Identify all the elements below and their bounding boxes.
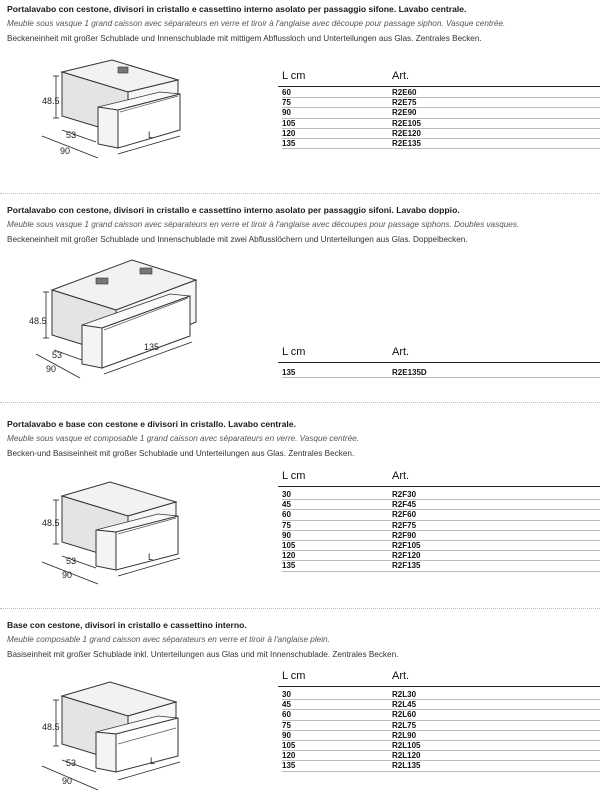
article-cell: R2F60 <box>392 510 417 520</box>
dimension-width: 135 <box>144 342 160 352</box>
dimension-height: 48.5 <box>42 518 60 528</box>
length-cell: 135 <box>282 368 296 377</box>
cabinet-drawing <box>0 466 270 591</box>
article-cell: R2F90 <box>392 530 417 540</box>
dimension-depth-inner: 53 <box>52 350 63 360</box>
length-cell: 135 <box>282 138 296 148</box>
table-rule <box>278 686 600 687</box>
article-cell: R2L75 <box>392 720 417 730</box>
article-cell: R2L120 <box>392 751 421 761</box>
table-row <box>282 98 600 108</box>
article-cell: R2E135D <box>392 368 427 377</box>
article-cell: R2F135 <box>392 561 421 571</box>
article-table <box>282 670 600 772</box>
column-header-article: Art. <box>392 470 410 482</box>
length-cell: 90 <box>282 108 291 118</box>
table-row <box>282 119 600 129</box>
cabinet-drawing <box>0 666 270 798</box>
table-header <box>282 470 600 486</box>
section-description-fr: Meuble composable 1 grand caisson avec séparateurs en verre et tiroir à l'anglaise plein. <box>7 635 330 644</box>
article-cell: R2F75 <box>392 520 417 530</box>
table-row <box>282 108 600 118</box>
product-section-3 <box>0 414 600 604</box>
table-header <box>282 70 600 86</box>
section-description-fr: Meuble sous vasque et composable 1 grand caisson avec séparateurs en verre. Vasque centrée. <box>7 434 359 443</box>
article-cell: R2L90 <box>392 730 417 740</box>
article-cell: R2L30 <box>392 690 417 699</box>
length-cell: 105 <box>282 540 296 550</box>
table-row <box>282 88 600 98</box>
table-row <box>282 139 600 149</box>
section-divider <box>0 193 600 194</box>
article-cell: R2L45 <box>392 700 417 710</box>
length-cell: 75 <box>282 98 291 108</box>
column-header-length: L cm <box>282 670 306 682</box>
table-row <box>282 761 600 771</box>
length-cell: 60 <box>282 88 291 97</box>
article-cell: R2L105 <box>392 740 421 750</box>
table-row <box>282 721 600 731</box>
table-row <box>282 700 600 710</box>
article-table <box>282 346 600 378</box>
article-cell: R2E60 <box>392 88 417 97</box>
section-title: Portalavabo con cestone, divisori in cristallo e cassettino interno asolato per passaggio sifone. Lavabo centrale. <box>7 4 467 14</box>
article-cell: R2E105 <box>392 118 421 128</box>
article-table <box>282 470 600 572</box>
length-cell: 30 <box>282 490 291 499</box>
dimension-depth-inner: 53 <box>66 556 77 566</box>
cabinet-illustration <box>0 466 270 591</box>
article-cell: R2F120 <box>392 551 421 561</box>
dimension-depth-outer: 90 <box>62 570 73 580</box>
dimension-width: L <box>148 130 154 140</box>
length-cell: 105 <box>282 118 296 128</box>
section-title: Portalavabo con cestone, divisori in cristallo e cassettino interno asolato per passaggio sifoni. Lavabo doppio. <box>7 205 460 215</box>
section-description-fr: Meuble sous vasque 1 grand caisson avec séparateurs en verre et tiroir à l'anglaise avec découpes pour passage siphons. Doubles vasques. <box>7 220 520 229</box>
dimension-depth-inner: 53 <box>66 758 77 768</box>
table-row <box>282 710 600 720</box>
length-cell: 75 <box>282 520 291 530</box>
article-cell: R2F30 <box>392 490 417 499</box>
table-row <box>282 551 600 561</box>
article-cell: R2L60 <box>392 710 417 720</box>
article-table <box>282 70 600 149</box>
column-header-length: L cm <box>282 346 306 358</box>
length-cell: 120 <box>282 551 296 561</box>
table-row <box>282 490 600 500</box>
cabinet-drawing <box>0 52 270 172</box>
section-title: Portalavabo e base con cestone e divisori in cristallo. Lavabo centrale. <box>7 419 296 429</box>
dimension-width: L <box>148 552 154 562</box>
section-description-de: Beckeneinheit mit großer Schublade und Innenschublade mit mittigem Abflussloch und Unterteilungen aus Glas. Zentrales Becken. <box>7 34 482 43</box>
table-header <box>282 670 600 686</box>
table-row <box>282 500 600 510</box>
table-row <box>282 510 600 520</box>
table-rule <box>278 86 600 87</box>
article-cell: R2E120 <box>392 128 421 138</box>
table-row <box>282 368 600 378</box>
table-row <box>282 129 600 139</box>
table-row <box>282 731 600 741</box>
dimension-height: 48.5 <box>42 96 60 106</box>
article-cell: R2E90 <box>392 108 417 118</box>
cabinet-illustration <box>0 52 270 172</box>
dimension-depth-outer: 90 <box>62 776 73 786</box>
article-cell: R2F105 <box>392 540 421 550</box>
dimension-depth-outer: 90 <box>46 364 57 374</box>
table-rule <box>278 362 600 363</box>
article-cell: R2F45 <box>392 500 417 510</box>
length-cell: 135 <box>282 561 296 571</box>
product-section-1 <box>0 0 600 190</box>
table-row <box>282 531 600 541</box>
length-cell: 60 <box>282 510 291 520</box>
cabinet-drawing <box>0 250 270 385</box>
section-title: Base con cestone, divisori in cristallo e cassettino interno. <box>7 620 247 630</box>
article-cell: R2E75 <box>392 98 417 108</box>
section-description-de: Becken-und Basiseinheit mit großer Schublade und Unterteilungen aus Glas. Zentrales Becken. <box>7 449 355 458</box>
length-cell: 30 <box>282 690 291 699</box>
table-row <box>282 741 600 751</box>
length-cell: 90 <box>282 730 291 740</box>
table-header <box>282 346 600 362</box>
length-cell: 90 <box>282 530 291 540</box>
product-section-2 <box>0 200 600 395</box>
dimension-depth-inner: 53 <box>66 130 77 140</box>
length-cell: 45 <box>282 700 291 710</box>
section-divider <box>0 402 600 403</box>
length-cell: 120 <box>282 128 296 138</box>
section-divider <box>0 608 600 609</box>
length-cell: 75 <box>282 720 291 730</box>
length-cell: 135 <box>282 761 296 771</box>
cabinet-illustration <box>0 250 270 385</box>
length-cell: 120 <box>282 751 296 761</box>
column-header-article: Art. <box>392 70 410 82</box>
table-row <box>282 690 600 700</box>
table-row <box>282 751 600 761</box>
table-rule <box>278 486 600 487</box>
product-section-4 <box>0 616 600 800</box>
length-cell: 45 <box>282 500 291 510</box>
table-row <box>282 561 600 571</box>
length-cell: 60 <box>282 710 291 720</box>
section-description-de: Basiseinheit mit großer Schublade inkl. Unterteilungen aus Glas und mit Innenschublade. Zentrales Becken. <box>7 650 399 659</box>
dimension-width: L <box>150 756 156 766</box>
dimension-depth-outer: 90 <box>60 146 71 156</box>
table-row <box>282 541 600 551</box>
cabinet-illustration <box>0 666 270 798</box>
dimension-height: 48.5 <box>29 316 47 326</box>
article-cell: R2L135 <box>392 761 421 771</box>
dimension-height: 48.5 <box>42 722 60 732</box>
article-cell: R2E135 <box>392 138 421 148</box>
column-header-length: L cm <box>282 470 306 482</box>
section-description-de: Beckeneinheit mit großer Schublade und Innenschublade mit zwei Abflusslöchern und Unterteilungen aus Glas. Doppelbecken. <box>7 235 468 244</box>
column-header-article: Art. <box>392 346 410 358</box>
length-cell: 105 <box>282 740 296 750</box>
table-row <box>282 521 600 531</box>
column-header-length: L cm <box>282 70 306 82</box>
column-header-article: Art. <box>392 670 410 682</box>
section-description-fr: Meuble sous vasque 1 grand caisson avec séparateurs en verre et tiroir à l'anglaise avec découpe pour passage siphon. Vasque centrée. <box>7 19 506 28</box>
